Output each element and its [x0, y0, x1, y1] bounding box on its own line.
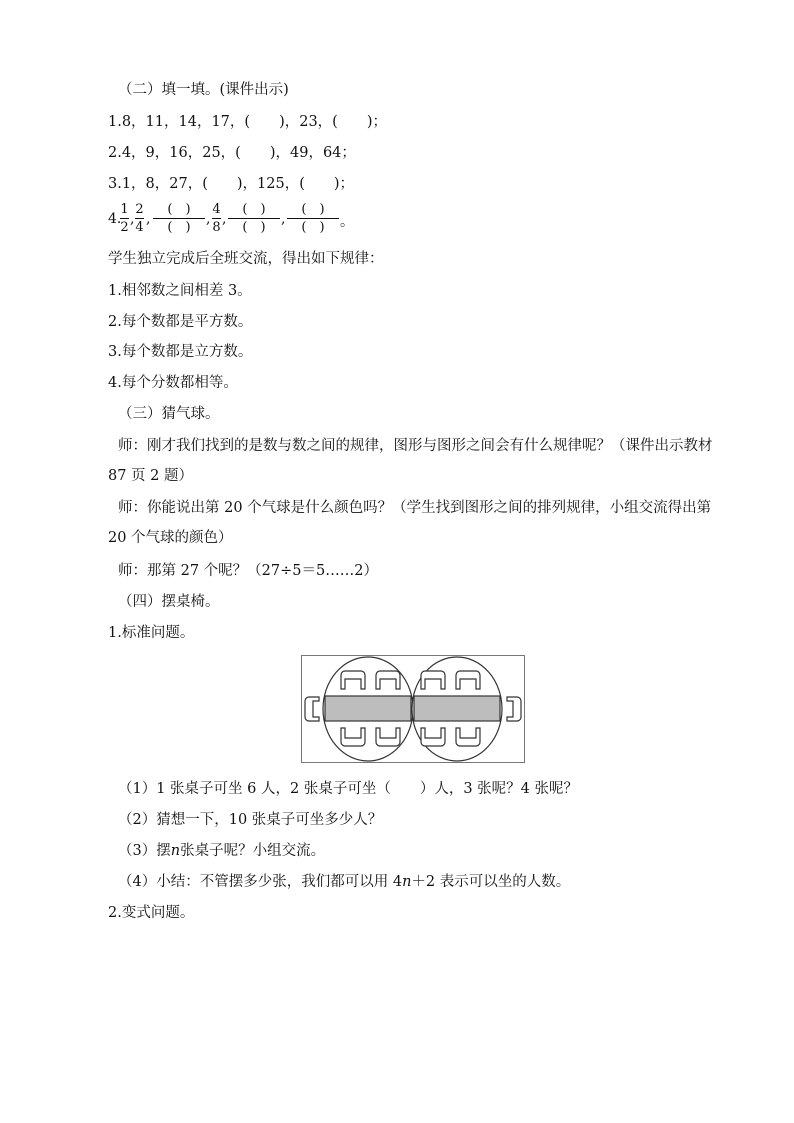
rule-2: 2.每个数都是平方数。 — [108, 314, 253, 330]
fill-item-4-prefix: 4. — [108, 211, 122, 227]
fraction-5-blank: ( ) ( ) — [228, 201, 280, 236]
standard-problem-heading: 1.标准问题。 — [108, 625, 195, 641]
variant-problem-heading: 2.变式问题。 — [108, 905, 195, 921]
variable-n: n — [170, 843, 181, 859]
tables-chairs-figure — [301, 655, 525, 763]
fraction-sequence: 4. 1 2 , 2 4 , ( ) ( ) , 4 8 , ( ) ( ) , ( ) ( ) 。 — [108, 202, 354, 235]
fraction-1: 1 2 — [120, 202, 129, 235]
section-3-heading: （三）猜气球。 — [118, 406, 220, 422]
question-4: （4）小结：不管摆多少张，我们都可以用 4n＋2 表示可以坐的人数。 — [118, 874, 571, 890]
teacher-paragraph-3: 师：那第 27 个呢？（27÷5＝5……2） — [118, 563, 378, 579]
fraction-6-blank: ( ) ( ) — [287, 201, 339, 236]
question-1: （1）1 张桌子可坐 6 人，2 张桌子可坐（ ）人，3 张呢？4 张呢？ — [118, 781, 579, 797]
teacher-paragraph-1: 师：刚才我们找到的是数与数之间的规律，图形与图形之间会有什么规律呢？（课件出示教材 87 页 2 题） — [108, 438, 713, 484]
section-4-heading: （四）摆桌椅。 — [118, 594, 220, 610]
fill-item-1: 1.8，11，14，17，( )，23，( )； — [108, 114, 387, 130]
teacher-paragraph-2: 师：你能说出第 20 个气球是什么颜色吗？（学生找到图形之间的排列规律，小组交流得出第 20 个气球的颜色） — [108, 500, 712, 546]
rule-4: 4.每个分数都相等。 — [108, 375, 238, 391]
rule-3: 3.每个数都是立方数。 — [108, 344, 253, 360]
fraction-2: 2 4 — [135, 202, 144, 235]
fraction-4: 4 8 — [212, 202, 221, 235]
table-right — [414, 696, 500, 721]
fill-item-2: 2.4，9，16，25，( )，49，64； — [108, 145, 356, 161]
fill-item-3: 3.1，8，27，( )，125，( )； — [108, 176, 355, 192]
question-2: （2）猜想一下，10 张桌子可坐多少人？ — [118, 812, 383, 828]
question-3: （3）摆n张桌子呢？小组交流。 — [118, 843, 326, 859]
rule-1: 1.相邻数之间相差 3。 — [108, 283, 252, 299]
section-2-heading: （二）填一填。(课件出示) — [118, 82, 289, 98]
table-arrangement-diagram — [301, 655, 525, 763]
fraction-3-blank: ( ) ( ) — [153, 201, 205, 236]
table-left — [325, 696, 411, 721]
variable-n: n — [402, 874, 412, 890]
summary-intro: 学生独立完成后全班交流，得出如下规律： — [108, 251, 384, 267]
